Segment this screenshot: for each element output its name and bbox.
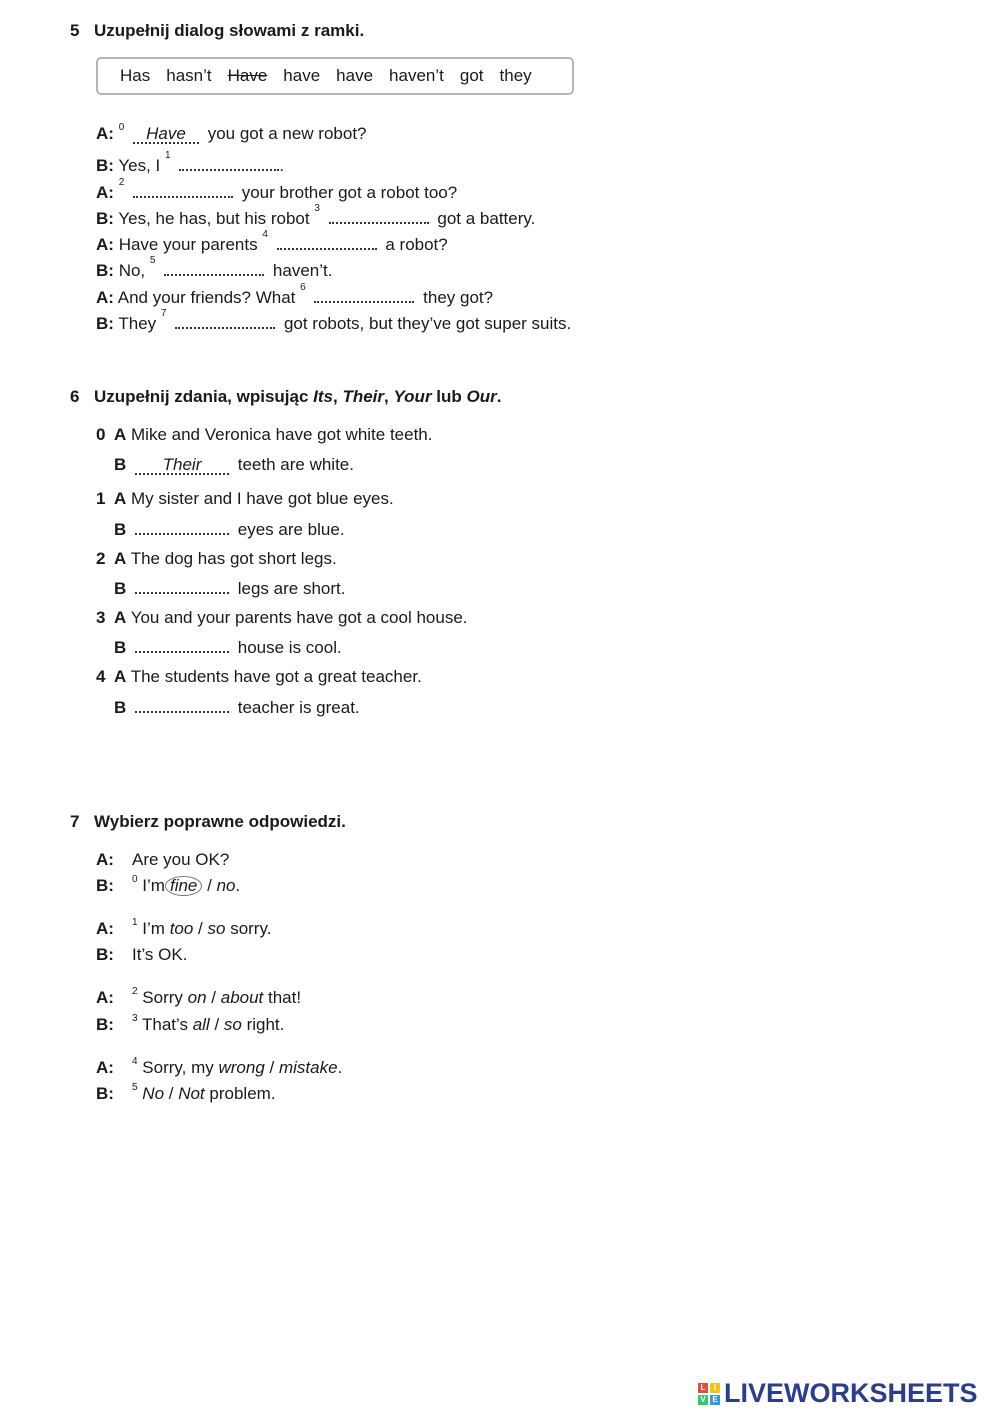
dialog-line-3: B: Yes, he has, but his robot $^3$ got a battery. [96,203,536,228]
option[interactable]: so [207,919,226,938]
choice-line-intro-a: A: Are you OK? [96,850,230,869]
sentence-2-a: 2 A The dog has got short legs. [96,549,337,568]
answer-blank-7[interactable] [175,310,275,329]
answer-blank-6[interactable] [314,284,414,303]
answer-blank-2[interactable] [133,179,233,198]
option[interactable]: all [192,1015,210,1034]
choice-line-0: B: $^0$ I’m fine / no. [96,874,241,895]
dialog-line-7: B: They $^7$ got robots, but they’ve got super suits. [96,308,572,333]
exercise-6-title: 6 Uzupełnij zdania, wpisując Its, Their, Your lub Our. [70,387,502,406]
dialog-line-6: A: And your friends? What $^6$ they got? [96,282,494,307]
option[interactable]: too [169,919,194,938]
word-bank-item: hasn’t [166,66,212,85]
answer-blank-5[interactable] [164,257,264,276]
logo-text: LIVEWORKSHEETS [724,1378,978,1408]
choice-line-2: A: $^2$ Sorry on / about that! [96,986,302,1007]
word-bank-item: they [499,66,532,85]
dialog-line-0: A: $^0$ Have you got a new robot? [96,122,367,143]
choice-line-4: A: $^4$ Sorry, my wrong / mistake. [96,1056,343,1077]
dialog-line-4: A: Have your parents $^4$ a robot? [96,229,448,254]
answer-blank-3[interactable] [329,205,429,224]
word-bank-item: Has [120,66,151,85]
answer-blank-ex6-0[interactable]: Their [135,456,229,475]
option-selected[interactable]: fine [165,876,202,896]
word-bank-box [96,57,574,95]
word-bank-item: haven’t [389,66,444,85]
dialog-line-1: B: Yes, I $^1$ . [96,150,285,175]
sentence-3-a: 3 A You and your parents have got a cool house. [96,608,468,627]
answer-blank-4[interactable] [277,231,377,250]
word-bank-item: got [459,66,484,85]
sentence-3-b: B house is cool. [114,634,342,658]
word-bank-item: have [283,66,321,85]
option[interactable]: about [220,988,264,1007]
answer-blank-ex6-4[interactable] [135,694,229,713]
option[interactable]: so [223,1015,242,1034]
liveworksheets-logo [698,1378,978,1409]
sentence-1-b: B eyes are blue. [114,516,345,540]
dialog-line-2: A: $^2$ your brother got a robot too? [96,177,458,202]
choice-line-1: A: $^1$ I’m too / so sorry. [96,917,272,938]
logo-icon: L I V E [698,1383,720,1405]
option[interactable]: No [142,1084,165,1103]
exercise-7-title: 7 Wybierz poprawne odpowiedzi. [70,812,346,831]
word-bank-item-used: Have [227,66,268,85]
option[interactable]: no [216,876,236,895]
answer-blank-ex6-3[interactable] [135,634,229,653]
sentence-0-a: 0 A Mike and Veronica have got white teeth. [96,425,433,444]
sentence-4-a: 4 A The students have got a great teacher. [96,667,422,686]
exercise-5-title: 5 Uzupełnij dialog słowami z ramki. [70,21,365,40]
option[interactable]: Not [178,1084,205,1103]
choice-line-3: B: $^3$ That’s all / so right. [96,1013,285,1034]
sentence-4-b: B teacher is great. [114,694,360,718]
dialog-line-5: B: No, $^5$ haven’t. [96,255,333,280]
answer-blank-ex6-1[interactable] [135,516,229,535]
option[interactable]: wrong [218,1058,265,1077]
sentence-2-b: B legs are short. [114,575,345,599]
choice-line-1-reply: B: It’s OK. [96,945,188,964]
answer-blank-1[interactable] [179,152,279,171]
option[interactable]: mistake [278,1058,338,1077]
sentence-0-b: B Their teeth are white. [114,455,354,474]
answer-blank-0[interactable]: Have [133,125,199,144]
choice-line-5: B: $^5$ No / Not problem. [96,1082,276,1103]
option[interactable]: on [187,988,207,1007]
sentence-1-a: 1 A My sister and I have got blue eyes. [96,489,394,508]
answer-blank-ex6-2[interactable] [135,575,229,594]
word-bank-item: have [336,66,374,85]
